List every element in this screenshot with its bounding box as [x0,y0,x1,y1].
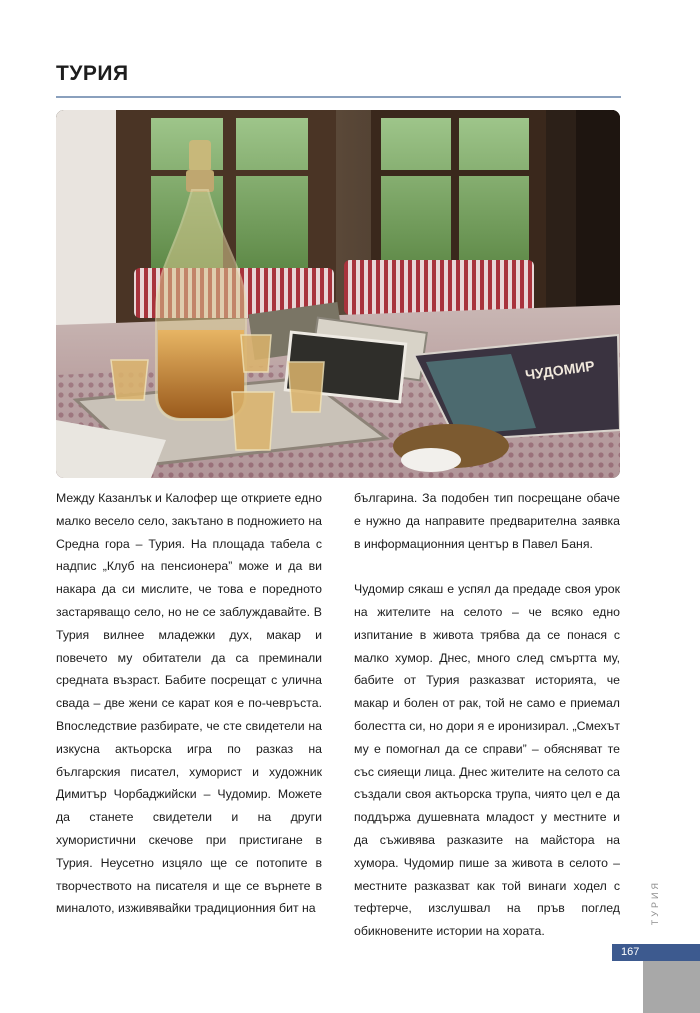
title-divider [56,96,621,98]
page-title: ТУРИЯ [56,62,129,85]
page-number-tab [612,944,700,961]
side-running-title: ТУРИЯ [650,880,660,926]
article-paragraph: Между Казанлък и Калофер ще откриете едно малко весело село, закътано в подножието на Средна гора – Турия. На площада табела с надпис „Клуб на пенсионера” може и да ви накара да си мислите, че това е поредното застаряващо село, но не се заблуждавайте. В Турия вилнее младежки дух, макар и повечето му обитатели да са преминали средната възраст. Бабите посрещат с улична свада – две жени се карат коя е по-чевръста. Впоследствие разбирате, че сте свидетели на изкусна актьорска игра по разказ на българския писател, хуморист и художник Димитър Чорбаджийски – Чудомир. Можете да станете свидетели и на други хумористични скечове при пристигане в Турия. Неусетно изцяло ще се потопите в творчеството на писателя и ще се върнете в миналото, изживявайки традиционния бит на [56,491,322,916]
article-photo [56,110,620,478]
page-number: 167 [621,946,640,958]
book-cover-text: ЧУДОМИР [524,357,596,383]
article-paragraph: Чудомир сякаш е успял да предаде своя урок на жителите на селото – че всяко едно изпитание в живота трябва да се понася с малко хумор. Днес, много след смъртта му, бабите от Турия разказват историята, че макар и болен от рак, той не само е приемал болестта си, но дори я е иронизирал. „Смехът му е помогнал да се справи” – обясняват те със сияещи лица. Днес жителите на селото са създали своя актьорска трупа, чиято цел е да поддържа душевната младост у местните и да съживява разказите на майстора на хумора. Чудомир пише за живота в селото – местните разказват как той винаги ходел с тефтерче, изслушвал на пръв поглед обикновените истории на хората. [354,582,620,939]
article-left-column [56,487,322,920]
article-paragraph: българина. За подобен тип посрещане обаче е нужно да направите предварителна заявка в информационния център в Павел Баня. [354,491,620,551]
article-right-column [354,487,620,943]
page-corner-block [643,961,700,1013]
